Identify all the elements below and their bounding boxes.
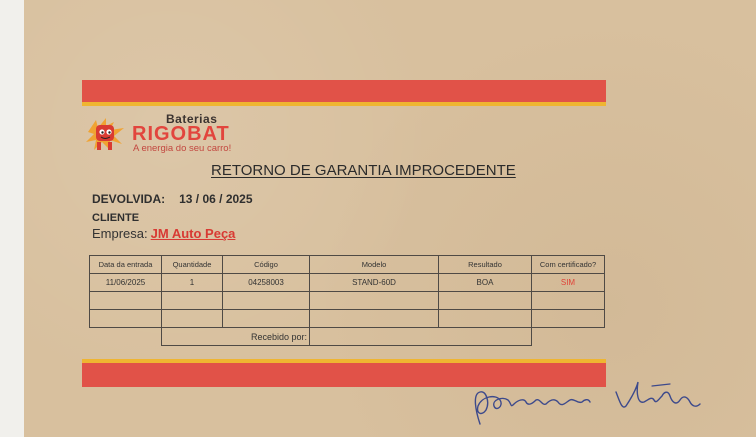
table-cell xyxy=(439,292,532,310)
return-date-value: 13 / 06 / 2025 xyxy=(179,192,253,206)
header-cell: Modelo xyxy=(310,256,439,274)
brand-name: RIGOBAT xyxy=(132,123,230,145)
received-by-row xyxy=(90,328,605,346)
header-cell: Data da entrada xyxy=(90,256,162,274)
table-cell xyxy=(532,292,605,310)
brand-subtitle: Baterias xyxy=(166,112,218,126)
header-cell: Com certificado? xyxy=(532,256,605,274)
blank-cell xyxy=(532,328,605,346)
table-cell xyxy=(162,310,223,328)
table-row xyxy=(90,274,605,292)
table-cell: 11/06/2025 xyxy=(90,274,162,292)
company-line xyxy=(92,226,235,241)
table-cell xyxy=(532,310,605,328)
company-label: Empresa: xyxy=(92,226,148,241)
handwritten-signature xyxy=(466,372,706,432)
table-cell: STAND-60D xyxy=(310,274,439,292)
return-date-label: DEVOLVIDA: xyxy=(92,192,166,206)
table-cell: 04258003 xyxy=(223,274,310,292)
table-cell: BOA xyxy=(439,274,532,292)
header-cell: Resultado xyxy=(439,256,532,274)
brand-logo xyxy=(84,112,284,154)
certificate-cell: SIM xyxy=(532,274,605,292)
table-cell xyxy=(223,292,310,310)
document-title: RETORNO DE GARANTIA IMPROCEDENTE xyxy=(211,162,516,179)
company-name: JM Auto Peça xyxy=(150,226,236,241)
brand-tagline: A energia do seu carro! xyxy=(133,143,232,154)
table-cell xyxy=(310,292,439,310)
table-cell xyxy=(162,292,223,310)
warranty-table xyxy=(89,255,605,346)
header-cell: Código xyxy=(223,256,310,274)
table-cell xyxy=(310,310,439,328)
blank-cell xyxy=(90,328,162,346)
table-cell: 1 xyxy=(162,274,223,292)
table-cell xyxy=(90,292,162,310)
battery-mascot-icon xyxy=(84,112,128,154)
header-cell: Quantidade xyxy=(162,256,223,274)
table-row xyxy=(90,310,605,328)
table-cell xyxy=(223,310,310,328)
page-margin xyxy=(0,0,24,437)
header-band xyxy=(82,80,606,106)
client-label: CLIENTE xyxy=(92,212,140,224)
table-row xyxy=(90,292,605,310)
received-by-label: Recebido por: xyxy=(162,328,310,346)
table-cell xyxy=(90,310,162,328)
table-header-row xyxy=(90,256,605,274)
return-date-line xyxy=(92,192,253,206)
table-cell xyxy=(439,310,532,328)
received-by-field xyxy=(310,328,532,346)
